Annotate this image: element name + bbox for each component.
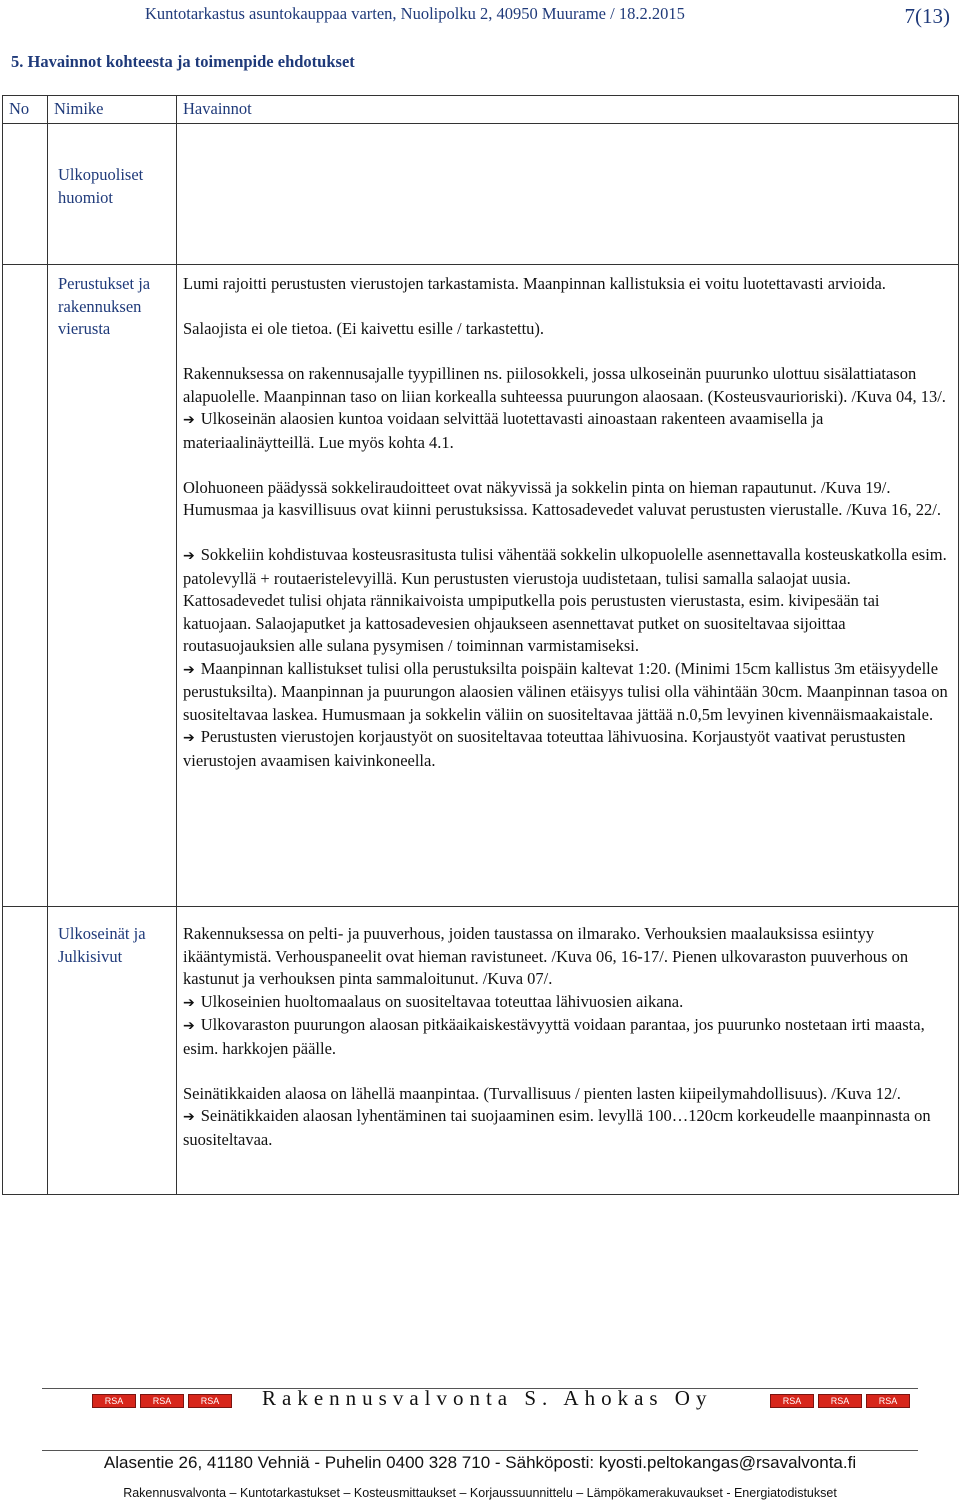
rsa-logo: RSA	[866, 1394, 910, 1408]
arrow-right-icon: ➔	[183, 994, 195, 1011]
logo-badges-left	[92, 1394, 232, 1408]
table-row	[3, 907, 959, 1195]
observation-paragraph: Rakennuksessa on pelti- ja puuverhous, joiden taustassa on ilmarako. Verhouksien maalauksissa esiintyy ikääntymistä. Verhouspaneelit ovat hieman ravistuneet. /Kuva 06, 16-17/. Pienen ulkovaraston puuverhous on kastunut ja verhouksen pinta sammaloitunut. /Kuva 07/.	[183, 924, 909, 988]
recommendation-paragraph	[183, 408, 948, 454]
recommendation-paragraph	[183, 991, 948, 1015]
subheader-label: Ulkopuoliset huomiot	[48, 124, 177, 265]
recommendation-text: Ulkoseinien huoltomaalaus on suositeltavaa toteuttaa lähivuosien aikana.	[200, 991, 684, 1011]
recommendation-paragraph	[183, 1105, 948, 1151]
table-cell-no	[3, 907, 48, 1195]
arrow-right-icon: ➔	[183, 1018, 195, 1034]
observation-cell	[177, 907, 959, 1195]
recommendation-paragraph	[183, 1014, 948, 1060]
contact-address: Alasentie 26, 41180 Vehniä - Puhelin 0400 328 710 - Sähköposti: kyosti.peltokangas@rsavalvonta.fi	[103, 1453, 857, 1472]
column-header-havainnot: Havainnot	[177, 96, 959, 124]
page-number: 7(13)	[904, 4, 950, 28]
table-header-row	[3, 96, 959, 124]
recommendation-text: Maanpinnan kallistukset tulisi olla perustuksilta poispäin kaltevat 1:20. (Minimi 15cm kallistus 3m etäisyydelle perustuksilta). Maanpinnan ja puurungon alaosien välinen etäisyys tulisi olla vähintään 30cm. Maanpinnan tasoa on suositeltavaa laskea. Humusmaan ja sokkelin väliin on suositeltavaa jättää n.0,5m levyinen kivennäismaakaistale.	[183, 658, 948, 724]
observation-paragraph: Salaojista ei ole tietoa. (Ei kaivettu esille / tarkastettu).	[183, 319, 545, 338]
column-header-no: No	[3, 96, 48, 124]
logo-badges-right	[770, 1394, 910, 1408]
rsa-logo: RSA	[770, 1394, 814, 1408]
arrow-right-icon: ➔	[183, 661, 195, 678]
recommendation-paragraph	[183, 726, 948, 772]
page-header	[145, 0, 950, 28]
recommendation-paragraph	[183, 658, 948, 727]
recommendation-text: Ulkoseinän alaosien kuntoa voidaan selvittää luotettavasti ainoastaan rakenteen avaamisella ja materiaalinäytteillä. Lue myös kohta 4.1.	[183, 409, 824, 452]
services-list: Rakennusvalvonta – Kuntotarkastukset – Kosteusmittaukset – Korjaussuunnittelu – Lämpökamerakuvaukset - Energiatodistukset	[123, 1486, 837, 1500]
recommendation-text: Sokkeliin kohdistuvaa kosteusrasitusta tulisi vähentää sokkelin ulkopuolelle asennettavalla kosteuskatkolla esim. patolevyllä + routaeristelevyillä. Kun perustusten vierustoja uudistetaan, tulisi samalla salaojat uusia. Kattosadevedet tulisi ohjata rännikaivoista umpiputkella pois perustusten vierustasta, esim. kivipesään tai katuojaan. Salaojaputket ja kattosadevesien ohjaukseen asennettavat putket on suositeltavaa sijoittaa routasuojauksien alle sulana pysymisen / toiminnan varmistamiseksi.	[183, 545, 947, 655]
recommendation-text: Perustusten vierustojen korjaustyöt on suositeltavaa toteuttaa lähivuosina. Korjaustyöt vaativat perustusten vierustojen avaamisen kaivinkoneella.	[183, 727, 906, 770]
document-title: Kuntotarkastus asuntokauppaa varten, Nuolipolku 2, 40950 Muurame / 18.2.2015	[145, 4, 685, 23]
arrow-right-icon: ➔	[183, 730, 195, 746]
row-title: Perustukset ja rakennuksen vierusta	[48, 265, 177, 907]
table-cell-no	[3, 265, 48, 907]
observations-table	[2, 95, 959, 1195]
column-header-nimike: Nimike	[48, 96, 177, 124]
rsa-logo: RSA	[92, 1394, 136, 1408]
arrow-right-icon: ➔	[183, 1109, 195, 1125]
recommendation-text: Seinätikkaiden alaosan lyhentäminen tai suojaaminen esim. levyllä 100…120cm korkeudelle maanpinnasta on suositeltavaa.	[183, 1106, 931, 1149]
observation-cell	[177, 265, 959, 907]
table-row	[3, 265, 959, 907]
rsa-logo: RSA	[188, 1394, 232, 1408]
observation-paragraph: Seinätikkaiden alaosa on lähellä maanpintaa. (Turvallisuus / pienten lasten kiipeilymahdollisuus). /Kuva 12/.	[183, 1083, 901, 1103]
recommendation-text: Ulkovaraston puurungon alaosan pitkäaikaiskestävyyttä voidaan parantaa, jos puurunko nostetaan irti maasta, esim. harkkojen päälle.	[183, 1015, 925, 1058]
section-title: 5. Havainnot kohteesta ja toimenpide ehdotukset	[11, 52, 355, 71]
recommendation-paragraph	[183, 544, 948, 658]
row-title: Ulkoseinät ja Julkisivut	[48, 907, 177, 1195]
rsa-logo: RSA	[140, 1394, 184, 1408]
table-cell-empty	[177, 124, 959, 265]
company-name: Rakennusvalvonta S. Ahokas Oy	[262, 1386, 713, 1410]
rsa-logo: RSA	[818, 1394, 862, 1408]
observation-paragraph: Rakennuksessa on rakennusajalle tyypillinen ns. piilosokkeli, jossa ulkoseinän puurunko ulottuu sisälattiatason alapuolelle. Maanpinnan taso on liian korkealla suhteessa puurungon alaosaan. (Kosteusvaurioriski). /Kuva 04, 13/.	[183, 364, 946, 406]
arrow-right-icon: ➔	[183, 412, 195, 428]
footer-divider	[42, 1450, 918, 1451]
observation-paragraph: Olohuoneen päädyssä sokkeliraudoitteet ovat näkyvissä ja sokkelin pinta on hieman rapautunut. /Kuva 19/. Humusmaa ja kasvillisuus ovat kiinni perustuksissa. Kattosadevedet valuvat perustusten vierustalle. /Kuva 16, 22/.	[183, 477, 941, 519]
observation-paragraph: Lumi rajoitti perustusten vierustojen tarkastamista. Maanpinnan kallistuksia ei voitu luotettavasti arvioida.	[183, 274, 886, 293]
table-subheader-row	[3, 124, 959, 265]
arrow-right-icon: ➔	[183, 548, 195, 564]
table-cell-no	[3, 124, 48, 265]
